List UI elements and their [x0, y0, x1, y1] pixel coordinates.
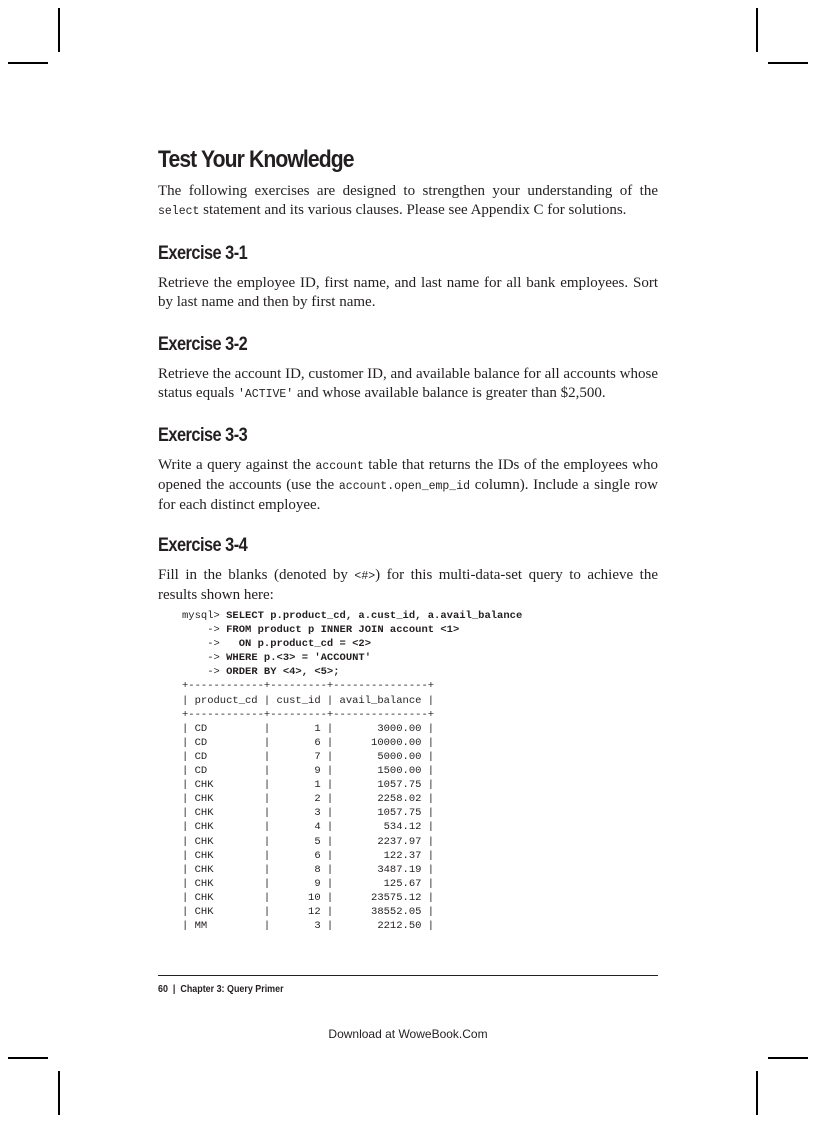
inline-code: account.open_emp_id [338, 480, 471, 493]
table-row: | CHK | 4 | 534.12 | [182, 821, 435, 834]
crop-mark [756, 8, 758, 52]
exercise-text: Retrieve the account ID, customer ID, and available balance for all accounts whose status equals 'ACTIVE' and whose available balance is greater than $2,500. [158, 366, 658, 401]
download-note: Download at WoweBook.Com [328, 1027, 488, 1041]
section-heading: Test Your Knowledge [158, 146, 354, 173]
inline-code: <#> [354, 570, 376, 583]
table-row: | CD | 6 | 10000.00 | [182, 736, 435, 749]
chapter-label: Chapter 3: Query Primer [180, 983, 284, 995]
crop-mark [58, 1071, 60, 1115]
exercise-text: Retrieve the employee ID, first name, and last name for all bank employees. Sort by last name and then by first name. [158, 275, 658, 310]
crop-mark [58, 8, 60, 52]
table-row: | CHK | 9 | 125.67 | [182, 877, 435, 890]
table-row: | MM | 3 | 2212.50 | [182, 920, 435, 933]
exercise-title: Exercise 3-4 [158, 535, 248, 556]
table-row: | CHK | 12 | 38552.05 | [182, 905, 435, 918]
table-row: | CD | 7 | 5000.00 | [182, 750, 435, 763]
exercise-title: Exercise 3-1 [158, 243, 248, 264]
intro-paragraph: The following exercises are designed to strengthen your understanding of the select statement and its various clauses. Please see Appendix C for solutions. [158, 183, 658, 218]
table-row: | CHK | 3 | 1057.75 | [182, 807, 435, 820]
page-number: 60 [158, 983, 168, 995]
inline-code: account [315, 460, 364, 473]
crop-mark [8, 62, 48, 64]
table-row: | CHK | 2 | 2258.02 | [182, 793, 435, 806]
crop-mark [768, 1057, 808, 1059]
exercise-text: Fill in the blanks (denoted by <#>) for this multi-data-set query to achieve the results shown here: [158, 567, 658, 603]
crop-mark [8, 1057, 48, 1059]
code-listing: mysql> SELECT p.product_cd, a.cust_id, a.avail_balance -> FROM product p INNER JOIN account <1> -> ON p.product_cd = <2> -> WHERE p.<3> = 'ACCOUNT' -> ORDER BY <4>, <5>; +------------+---------+---------------+ | product_cd | cust_id | avail_balance | +------------+---------+---------------+ | CD | 1 | 3000.00 | | CD | 6 | 10000.00 | | CD | 7 | 5000.00 | | CD | 9 | 1500.00 | | CHK | 1 | 1057.75 | | CHK | 2 | 2258.02 | | CHK | 3 | 1057.75 | | CHK | 4 | 534.12 | | CHK | 5 | 2237.97 | | CHK | 6 | 122.37 | | CHK | 8 | 3487.19 | | CHK | 9 | 125.67 | | CHK | 10 | 23575.12 | | CHK | 12 | 38552.05 | | MM | 3 | 2212.50 | [182, 610, 523, 933]
crop-mark [756, 1071, 758, 1115]
table-row: | CHK | 1 | 1057.75 | [182, 779, 435, 792]
table-row: | CHK | 6 | 122.37 | [182, 849, 435, 862]
table-row: | CHK | 10 | 23575.12 | [182, 891, 435, 904]
inline-code: 'ACTIVE' [238, 388, 294, 401]
table-row: | CD | 1 | 3000.00 | [182, 722, 435, 735]
footer-rule [158, 975, 658, 976]
inline-code: select [158, 205, 200, 218]
exercise-text: Write a query against the account table that returns the IDs of the employees who opened the accounts (use the account.open_emp_id column). Include a single row for each distinct employee. [158, 457, 659, 513]
table-row: | CHK | 5 | 2237.97 | [182, 835, 435, 848]
exercise-title: Exercise 3-2 [158, 334, 248, 355]
crop-mark [768, 62, 808, 64]
page-footer: 60 | Chapter 3: Query Primer [158, 983, 284, 995]
exercise-title: Exercise 3-3 [158, 425, 248, 446]
table-header: | product_cd | cust_id | avail_balance | [182, 694, 435, 707]
table-row: | CD | 9 | 1500.00 | [182, 765, 435, 778]
table-row: | CHK | 8 | 3487.19 | [182, 863, 435, 876]
